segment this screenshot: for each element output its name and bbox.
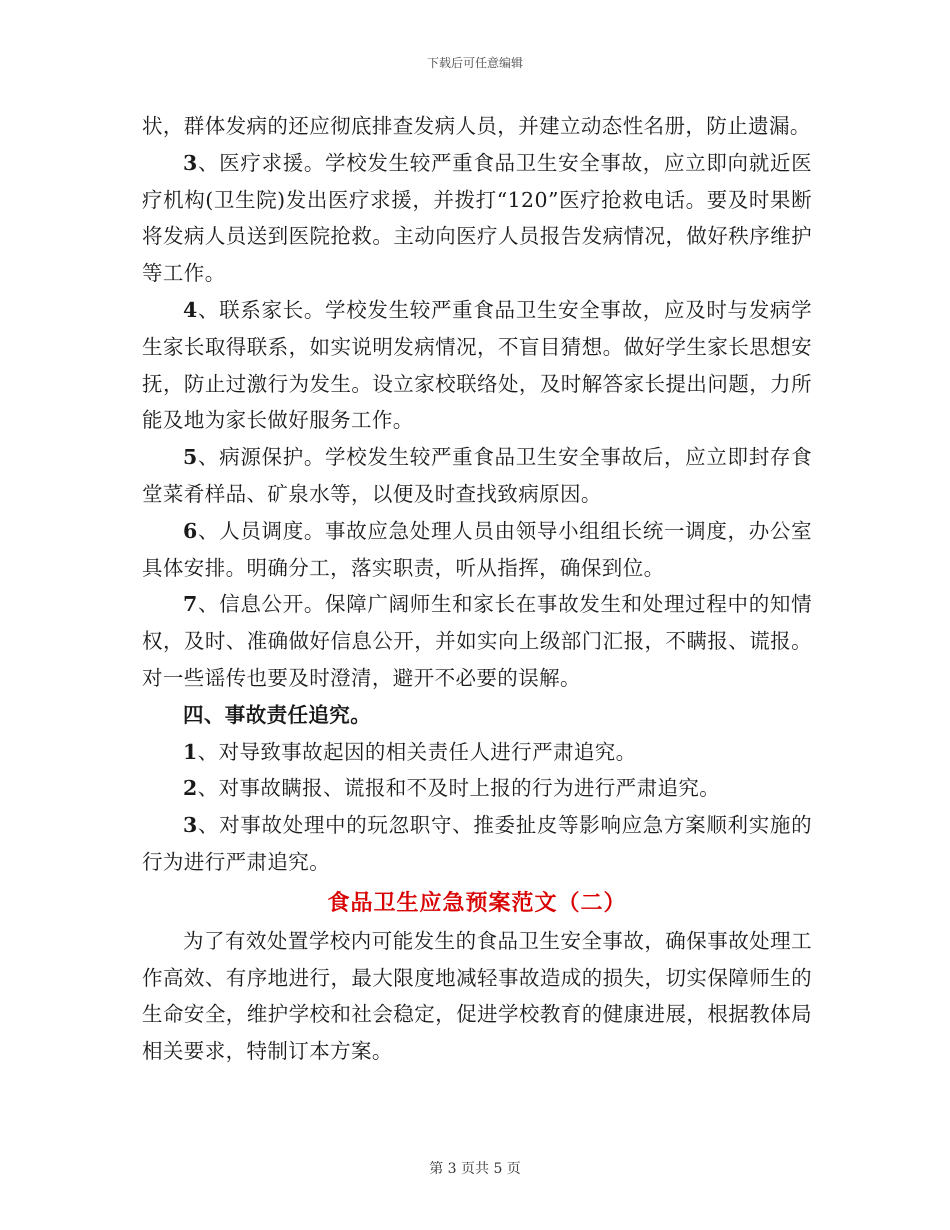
item-text: 、对事故瞒报、谎报和不及时上报的行为进行严肃追究。 xyxy=(197,776,721,801)
item-text: 、对事故处理中的玩忽职守、推委扯皮等影响应急方案顺利实施的行为进行严肃追究。 xyxy=(142,813,812,874)
page-header: 下载后可任意编辑 xyxy=(426,56,523,70)
paragraph-text: 、医疗求援。学校发生较严重食品卫生安全事故，应立即向就近医疗机构(卫生院)发出医疗求援，并拨打“120”医疗抢救电话。要及时果断将发病人员送到医院抢救。主动向医疗人员报告发病情况，做好秩序维护等工作。 xyxy=(142,150,812,286)
paragraph-number: 7 xyxy=(183,592,198,617)
paragraph-personnel-dispatch xyxy=(142,513,812,587)
document-body xyxy=(142,108,812,1070)
item-number: 2 xyxy=(183,776,198,801)
intro-paragraph: 为了有效处置学校内可能发生的食品卫生安全事故，确保事故处理工作高效、有序地进行，最大限度地减轻事故造成的损失，切实保障师生的生命安全，维护学校和社会稳定，促进学校教育的健康进展，根据教体局相关要求，特制订本方案。 xyxy=(142,928,812,1064)
section-title: 食品卫生应急预案范文（二） xyxy=(327,889,627,916)
section-heading: 四、事故责任追究。 xyxy=(183,702,372,727)
item-text: 、对导致事故起因的相关责任人进行严肃追究。 xyxy=(197,739,637,764)
item-number: 1 xyxy=(183,739,198,764)
paragraph-text: 、人员调度。事故应急处理人员由领导小组组长统一调度，办公室具体安排。明确分工，落实职责，听从指挥，确保到位。 xyxy=(142,518,812,580)
paragraph-medical-aid xyxy=(142,145,812,292)
paragraph-number: 5 xyxy=(183,445,198,470)
item-number: 3 xyxy=(183,813,198,838)
paragraph-continuation xyxy=(142,108,812,145)
paragraph-text: 状，群体发病的还应彻底排查发病人员，并建立动态性名册，防止遗漏。 xyxy=(142,114,811,138)
paragraph-information-disclosure xyxy=(142,586,812,696)
paragraph-text: 、病源保护。学校发生较严重食品卫生安全事故后，应立即封存食堂菜肴样品、矿泉水等，以便及时查找致病原因。 xyxy=(142,445,812,506)
paragraph-text: 、信息公开。保障广阔师生和家长在事故发生和处理过程中的知情权，及时、准确做好信息公开，并如实向上级部门汇报，不瞒报、谎报。对一些谣传也要及时澄清，避开不必要的误解。 xyxy=(142,592,812,690)
paragraph-number: 3 xyxy=(183,150,198,175)
paragraph-contact-parents xyxy=(142,292,812,439)
paragraph-source-protection xyxy=(142,439,812,513)
paragraph-number: 4 xyxy=(183,297,198,322)
list-item xyxy=(142,770,812,807)
list-item xyxy=(142,734,812,771)
paragraph-number: 6 xyxy=(183,518,198,543)
list-item xyxy=(142,807,812,881)
page-footer: 第 3 页共 5 页 xyxy=(429,1161,521,1177)
paragraph-text: 、联系家长。学校发生较严重食品卫生安全事故，应及时与发病学生家长取得联系，如实说明发病情况，不盲目猜想。做好学生家长思想安抚，防止过激行为发生。设立家校联络处，及时解答家长提出问题，力所能及地为家长做好服务工作。 xyxy=(142,297,812,433)
